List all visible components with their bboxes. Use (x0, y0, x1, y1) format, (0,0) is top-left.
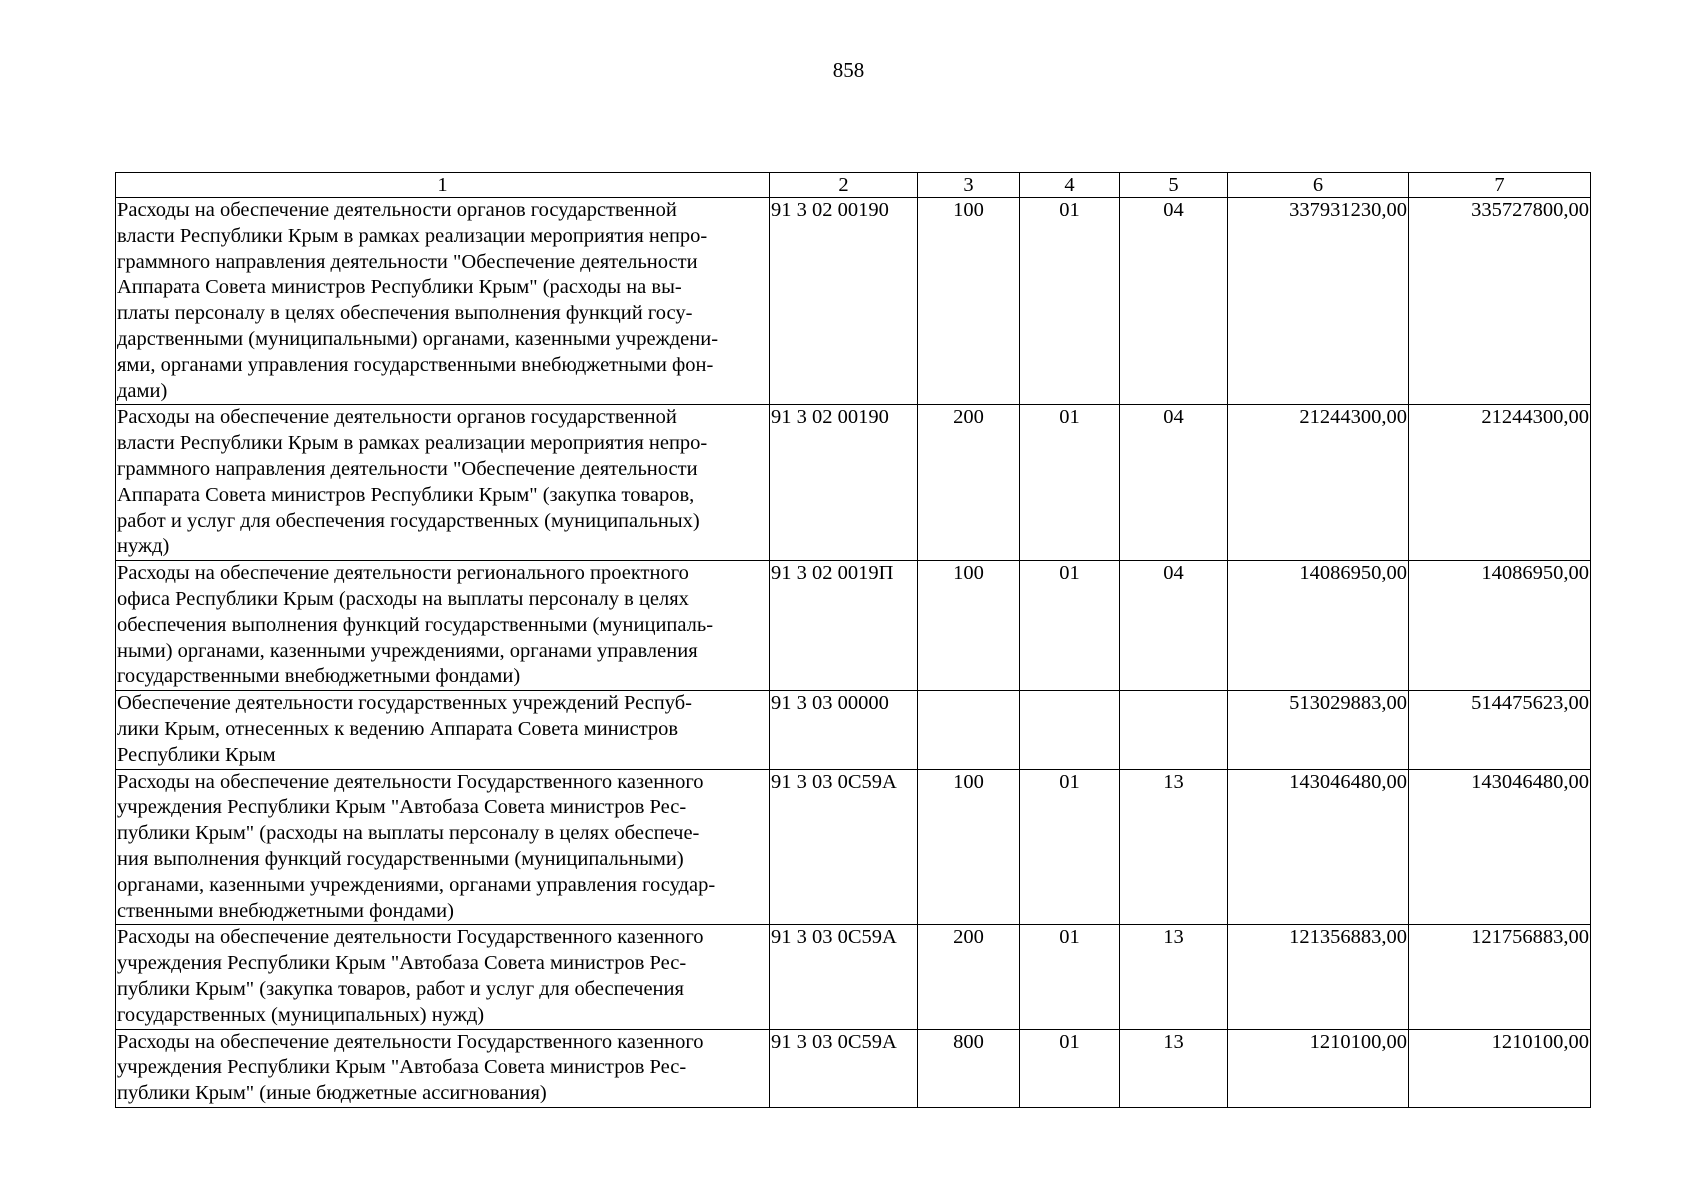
expense-description: Расходы на обеспечение деятельности регионального проектного офиса Республики Крым (расходы на выплаты персоналу в целях обеспечения выполнения функций государственными (муниципаль- ными) органами, казенными учреждениями, органами управления государственными внебюджетными фондами) (116, 561, 770, 691)
budget-code: 91 3 03 00000 (770, 691, 918, 769)
budget-code: 91 3 03 0С59А (770, 1029, 918, 1107)
budget-code: 91 3 03 0С59А (770, 925, 918, 1029)
section-code: 01 (1020, 198, 1120, 405)
expense-description: Расходы на обеспечение деятельности Государственного казенного учреждения Республики Крым "Автобаза Совета министров Рес- публики Крым" (закупка товаров, работ и услуг для обеспечения государственных (муниципальных) нужд) (116, 925, 770, 1029)
column-header-5: 5 (1120, 173, 1228, 198)
column-header-4: 4 (1020, 173, 1120, 198)
table-row (116, 405, 1591, 561)
section-code: 01 (1020, 769, 1120, 925)
amount-col6: 121356883,00 (1228, 925, 1409, 1029)
expense-type-code: 200 (918, 405, 1020, 561)
expense-type-code: 100 (918, 198, 1020, 405)
amount-col6: 513029883,00 (1228, 691, 1409, 769)
amount-col6: 143046480,00 (1228, 769, 1409, 925)
amount-col7: 143046480,00 (1409, 769, 1591, 925)
expense-type-code: 800 (918, 1029, 1020, 1107)
amount-col7: 335727800,00 (1409, 198, 1591, 405)
expense-type-code: 100 (918, 769, 1020, 925)
expense-description: Расходы на обеспечение деятельности органов государственной власти Республики Крым в рамках реализации мероприятия непро- граммного направления деятельности "Обеспечение деятельности Аппарата Совета министров Республики Крым" (расходы на вы- платы персоналу в целях обеспечения выполнения функций госу- дарственными (муниципальными) органами, казенными учреждени- ями, органами управления государственными внебюджетными фон- дами) (116, 198, 770, 405)
amount-col6: 14086950,00 (1228, 561, 1409, 691)
column-header-7: 7 (1409, 173, 1591, 198)
amount-col7: 21244300,00 (1409, 405, 1591, 561)
amount-col6: 21244300,00 (1228, 405, 1409, 561)
column-header-1: 1 (116, 173, 770, 198)
budget-code: 91 3 02 00190 (770, 198, 918, 405)
table-row (116, 769, 1591, 925)
budget-code: 91 3 02 00190 (770, 405, 918, 561)
subsection-code: 13 (1120, 1029, 1228, 1107)
section-code: 01 (1020, 1029, 1120, 1107)
table-row (116, 1029, 1591, 1107)
table-row (116, 198, 1591, 405)
column-header-2: 2 (770, 173, 918, 198)
expense-description: Расходы на обеспечение деятельности органов государственной власти Республики Крым в рамках реализации мероприятия непро- граммного направления деятельности "Обеспечение деятельности Аппарата Совета министров Республики Крым" (закупка товаров, работ и услуг для обеспечения государственных (муниципальных) нужд) (116, 405, 770, 561)
table-row (116, 691, 1591, 769)
table-row (116, 925, 1591, 1029)
amount-col7: 514475623,00 (1409, 691, 1591, 769)
subsection-code: 04 (1120, 405, 1228, 561)
expense-description: Обеспечение деятельности государственных учреждений Респуб- лики Крым, отнесенных к ведению Аппарата Совета министров Республики Крым (116, 691, 770, 769)
section-code (1020, 691, 1120, 769)
budget-code: 91 3 02 0019П (770, 561, 918, 691)
subsection-code: 13 (1120, 769, 1228, 925)
column-number-row (116, 173, 1591, 198)
budget-code: 91 3 03 0С59А (770, 769, 918, 925)
expense-type-code: 200 (918, 925, 1020, 1029)
table-row (116, 561, 1591, 691)
expense-type-code: 100 (918, 561, 1020, 691)
expense-description: Расходы на обеспечение деятельности Государственного казенного учреждения Республики Крым "Автобаза Совета министров Рес- публики Крым" (расходы на выплаты персоналу в целях обеспече- ния выполнения функций государственными (муниципальными) органами, казенными учреждениями, органами управления государ- ственными внебюджетными фондами) (116, 769, 770, 925)
section-code: 01 (1020, 405, 1120, 561)
amount-col6: 337931230,00 (1228, 198, 1409, 405)
budget-table (115, 172, 1591, 1108)
amount-col7: 121756883,00 (1409, 925, 1591, 1029)
section-code: 01 (1020, 925, 1120, 1029)
amount-col7: 1210100,00 (1409, 1029, 1591, 1107)
subsection-code: 04 (1120, 198, 1228, 405)
section-code: 01 (1020, 561, 1120, 691)
amount-col6: 1210100,00 (1228, 1029, 1409, 1107)
column-header-3: 3 (918, 173, 1020, 198)
expense-type-code (918, 691, 1020, 769)
page-number: 858 (832, 58, 865, 82)
amount-col7: 14086950,00 (1409, 561, 1591, 691)
subsection-code (1120, 691, 1228, 769)
column-header-6: 6 (1228, 173, 1409, 198)
subsection-code: 04 (1120, 561, 1228, 691)
expense-description: Расходы на обеспечение деятельности Государственного казенного учреждения Республики Крым "Автобаза Совета министров Рес- публики Крым" (иные бюджетные ассигнования) (116, 1029, 770, 1107)
subsection-code: 13 (1120, 925, 1228, 1029)
